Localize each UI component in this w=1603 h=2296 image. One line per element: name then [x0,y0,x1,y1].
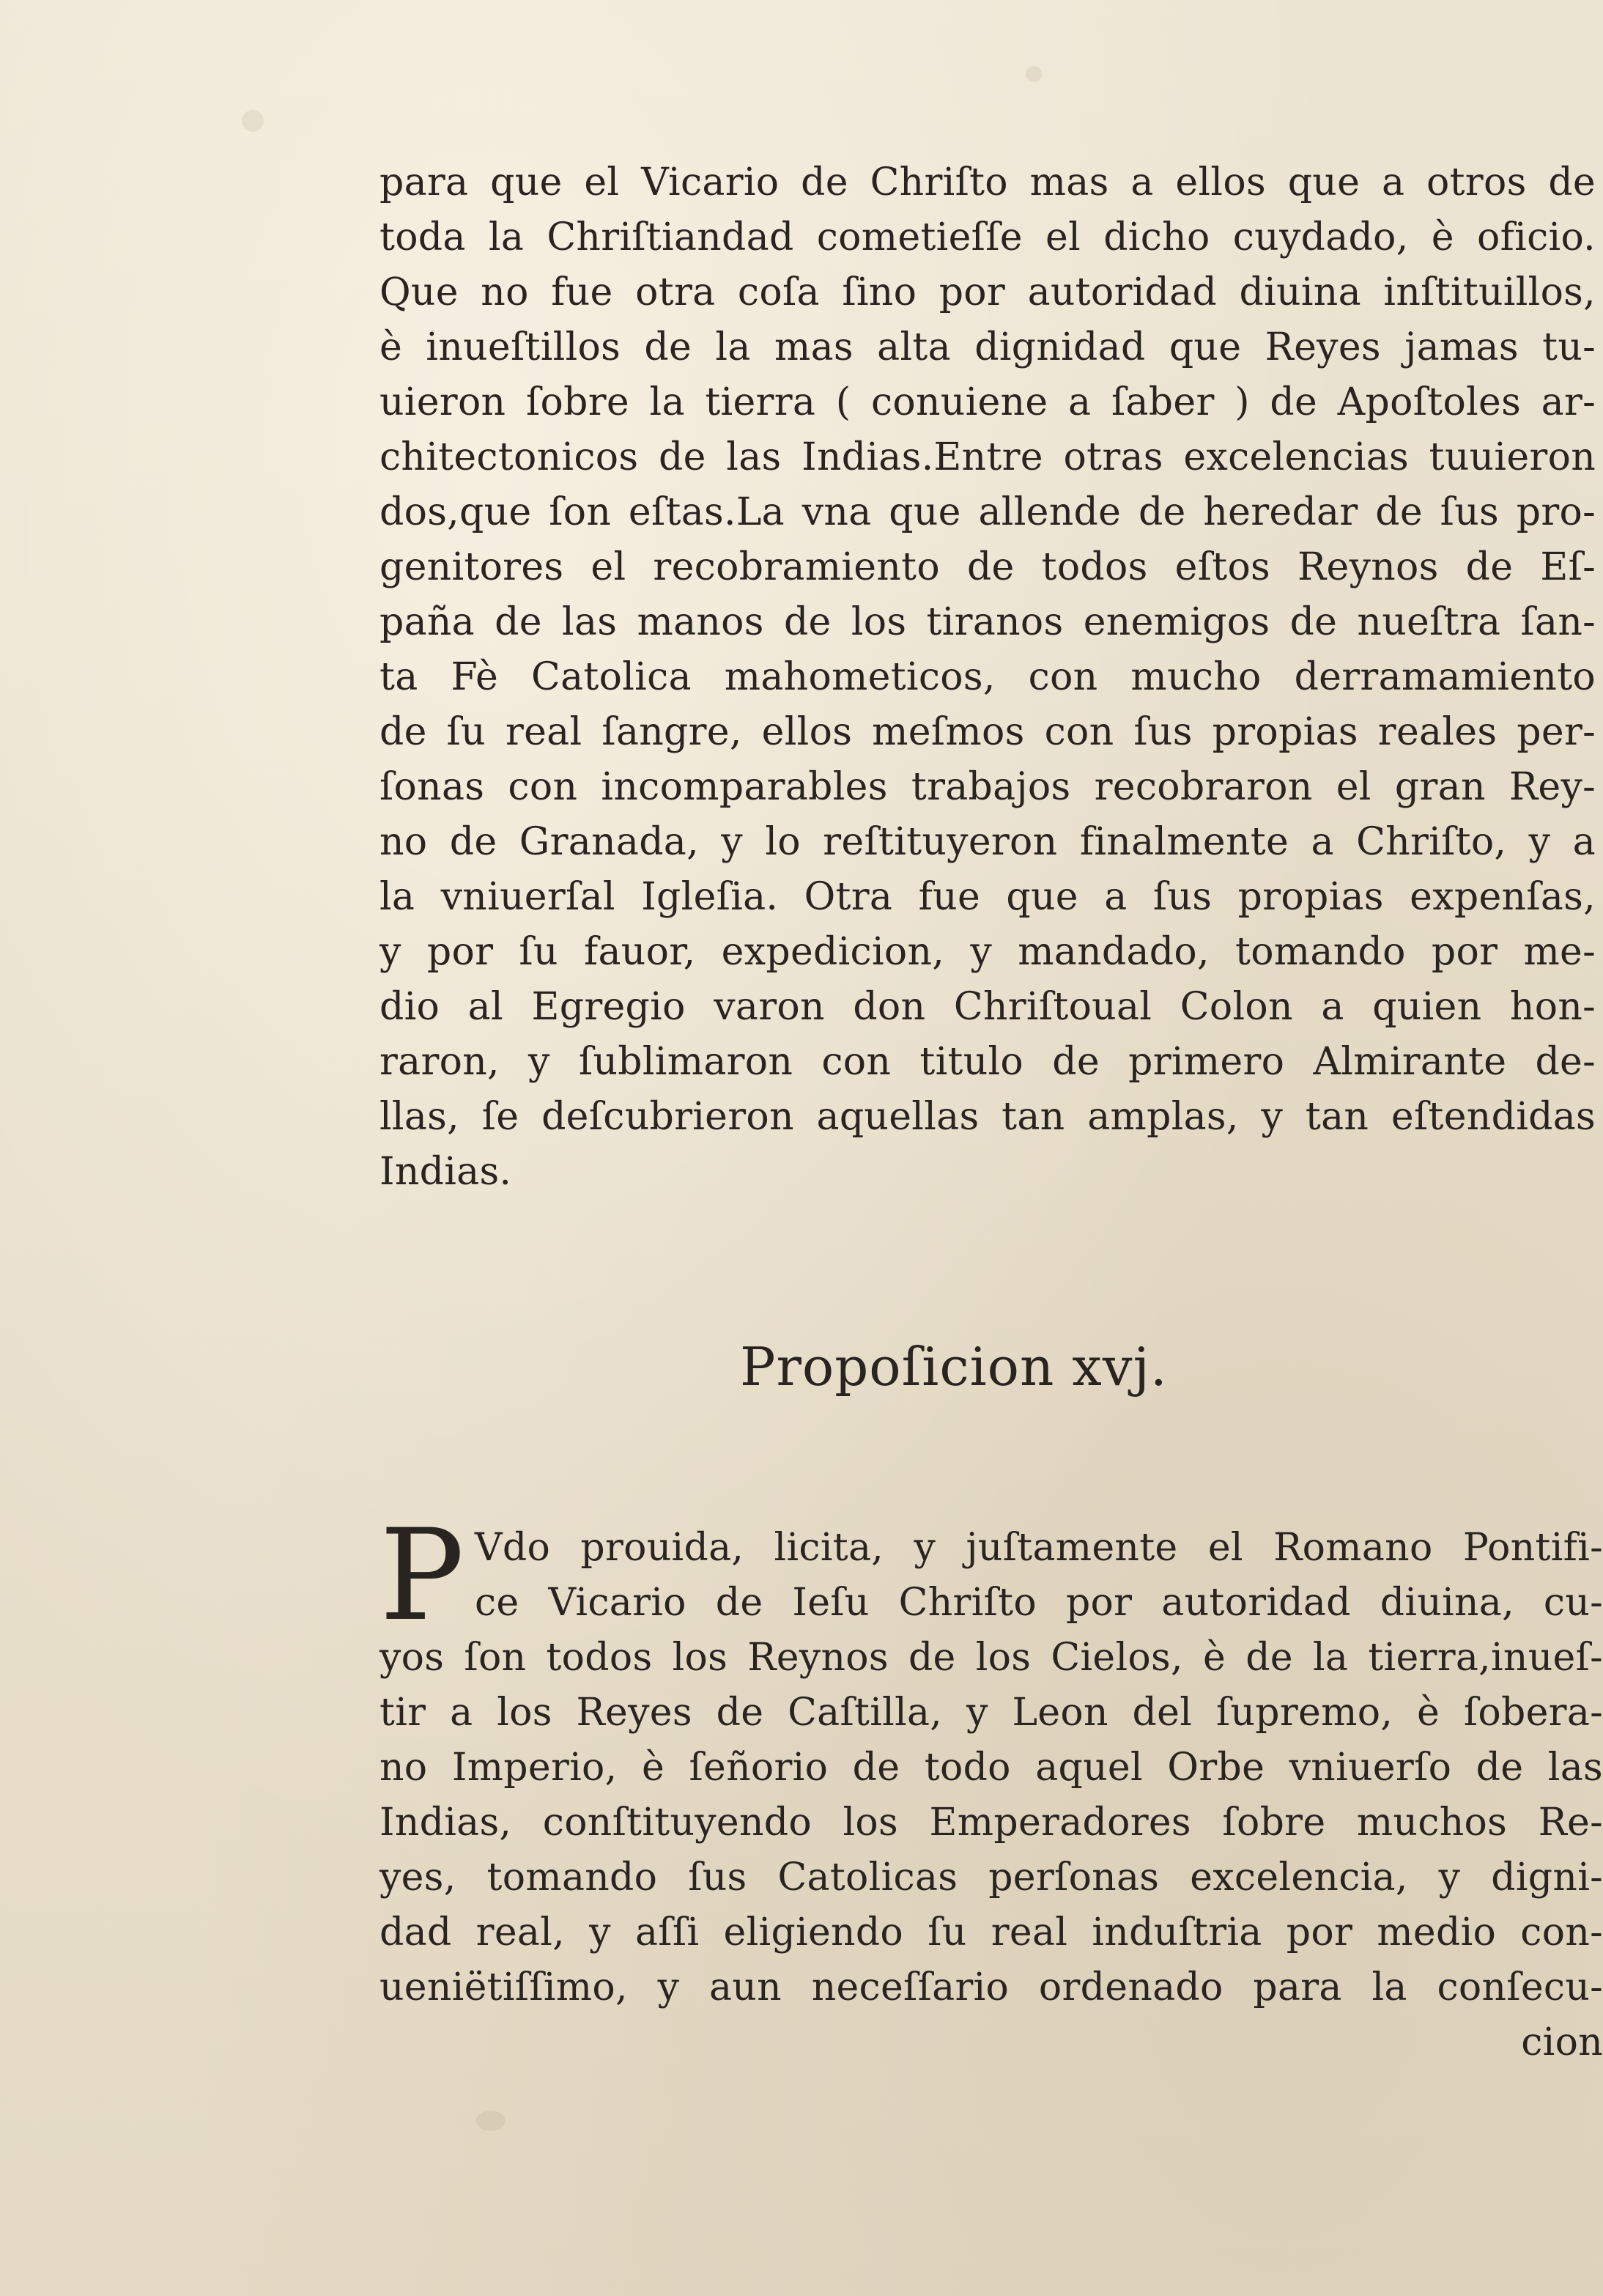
text-line: no de Granada, y lo reſtituyeron finalmente a Chriſto, y a [380,820,1596,864]
text-line: y por ſu fauor, expedicion, y mandado, tomando por me- [380,930,1596,974]
paper-stain [476,2111,506,2131]
text-line: Vdo prouida, licita, y juſtamente el Romano Pontifi- [475,1526,1603,1570]
text-line: Indias. [380,1150,512,1194]
text-line: no Imperio, è ſeñorio de todo aquel Orbe vniuerſo de las [380,1746,1603,1790]
text-line: la vniuerſal Igleſia. Otra fue que a ſus propias expenſas, [380,875,1596,919]
text-line: Que no fue otra coſa ſino por autoridad diuina inſtituillos, [380,270,1596,314]
paper-stain [242,110,264,132]
text-line: paña de las manos de los tiranos enemigos de nueſtra ſan- [380,600,1596,644]
text-line: yes, tomando ſus Catolicas perſonas excelencia, y digni- [380,1856,1603,1900]
text-line: genitores el recobramiento de todos eſtos Reynos de Eſ- [380,545,1596,589]
text-block-upper [380,155,1596,1200]
text-line: ta Fè Catolica mahometicos, con mucho derramamiento [380,655,1596,699]
text-line: uieron ſobre la tierra ( conuiene a ſaber ) de Apoſtoles ar- [380,380,1596,424]
text-line: ueniëtiſſimo, y aun neceſſario ordenado para la conſecu- [380,1965,1603,2009]
text-line: dos,que ſon eſtas.La vna que allende de heredar de ſus pro- [380,490,1596,534]
drop-cap-initial: P [380,1502,464,1649]
text-line: dad real, y aſſi eligiendo ſu real induſtria por medio con- [380,1911,1603,1954]
text-line: ſonas con incomparables trabajos recobraron el gran Rey- [380,765,1596,809]
text-block-lower [380,1502,1603,2070]
text-line: dio al Egregio varon don Chriſtoual Colon a quien hon- [380,985,1596,1029]
text-line: tir a los Reyes de Caſtilla, y Leon del ſupremo, è ſobera- [380,1691,1603,1735]
section-heading: Propoſicion xvj. [740,1336,1168,1398]
paper-stain [1026,66,1042,82]
text-line: è inueſtillos de la mas alta dignidad que Reyes jamas tu- [380,325,1596,369]
text-line: raron, y ſublimaron con titulo de primero Almirante de- [380,1040,1596,1084]
text-line: toda la Chriſtiandad cometieſſe el dicho cuydado, è oficio. [380,215,1596,259]
text-line: para que el Vicario de Chriſto mas a ellos que a otros de [380,160,1596,204]
text-line: llas, ſe deſcubrieron aquellas tan amplas, y tan eſtendidas [380,1095,1596,1139]
text-line: yos ſon todos los Reynos de los Cielos, è de la tierra,inueſ- [380,1636,1603,1680]
text-line: ce Vicario de Ieſu Chriſto por autoridad diuina, cu- [475,1581,1603,1625]
text-line: chitectonicos de las Indias.Entre otras excelencias tuuieron [380,435,1596,479]
text-line: de ſu real ſangre, ellos meſmos con ſus propias reales per- [380,710,1596,754]
text-line: Indias, conſtituyendo los Emperadores ſobre muchos Re- [380,1801,1603,1845]
catchword: cion [1521,2020,1603,2064]
